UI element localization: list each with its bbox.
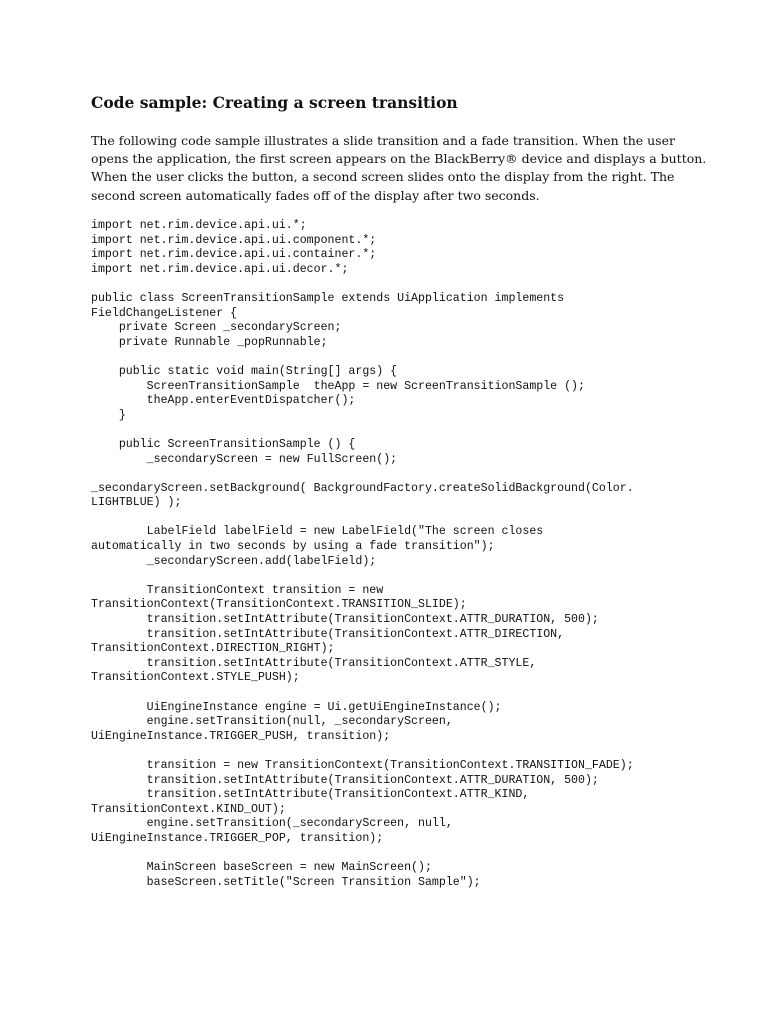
intro-line: The following code sample illustrates a slide transition and a fade transition. When the user xyxy=(91,133,675,148)
intro-paragraph xyxy=(91,132,706,205)
section-title: Code sample: Creating a screen transition xyxy=(91,93,458,112)
intro-line: second screen automatically fades off of the display after two seconds. xyxy=(91,187,540,203)
intro-line: opens the application, the first screen appears on the BlackBerry® device and displays a button. xyxy=(91,151,707,167)
code-block: import net.rim.device.api.ui.*; import net.rim.device.api.ui.component.*; import net.rim.device.api.ui.container.*; import net.rim.device.api.ui.decor.*; public class ScreenTransitionSample extends UiApplication implements FieldChangeListener { private Screen _secondaryScreen; private Runnable _popRunnable; public static void main(String[] args) { ScreenTransitionSample theApp = new ScreenTransitionSample (); theApp.enterEventDispatcher(); } public ScreenTransitionSample () { _secondaryScreen = new FullScreen(); _secondaryScreen.setBackground( BackgroundFactory.createSolidBackground(Color. LIGHTBLUE) ); LabelField labelField = new LabelField("The screen closes automatically in two seconds by using a fade transition"); _secondaryScreen.add(labelField); TransitionContext transition = new TransitionContext(TransitionContext.TRANSITION_SLIDE); transition.setIntAttribute(TransitionContext.ATTR_DURATION, 500); transition.setIntAttribute(TransitionContext.ATTR_DIRECTION, TransitionContext.DIRECTION_RIGHT); transition.setIntAttribute(TransitionContext.ATTR_STYLE, TransitionContext.STYLE_PUSH); UiEngineInstance engine = Ui.getUiEngineInstance(); engine.setTransition(null, _secondaryScreen, UiEngineInstance.TRIGGER_PUSH, transition); transition = new TransitionContext(TransitionContext.TRANSITION_FADE); transition.setIntAttribute(TransitionContext.ATTR_DURATION, 500); transition.setIntAttribute(TransitionContext.ATTR_KIND, TransitionContext.KIND_OUT); engine.setTransition(_secondaryScreen, null, UiEngineInstance.TRIGGER_POP, transition); MainScreen baseScreen = new MainScreen(); baseScreen.setTitle("Screen Transition Sample"); xyxy=(91,219,634,889)
intro-line: When the user clicks the button, a second screen slides onto the display from the right. The xyxy=(91,169,675,185)
